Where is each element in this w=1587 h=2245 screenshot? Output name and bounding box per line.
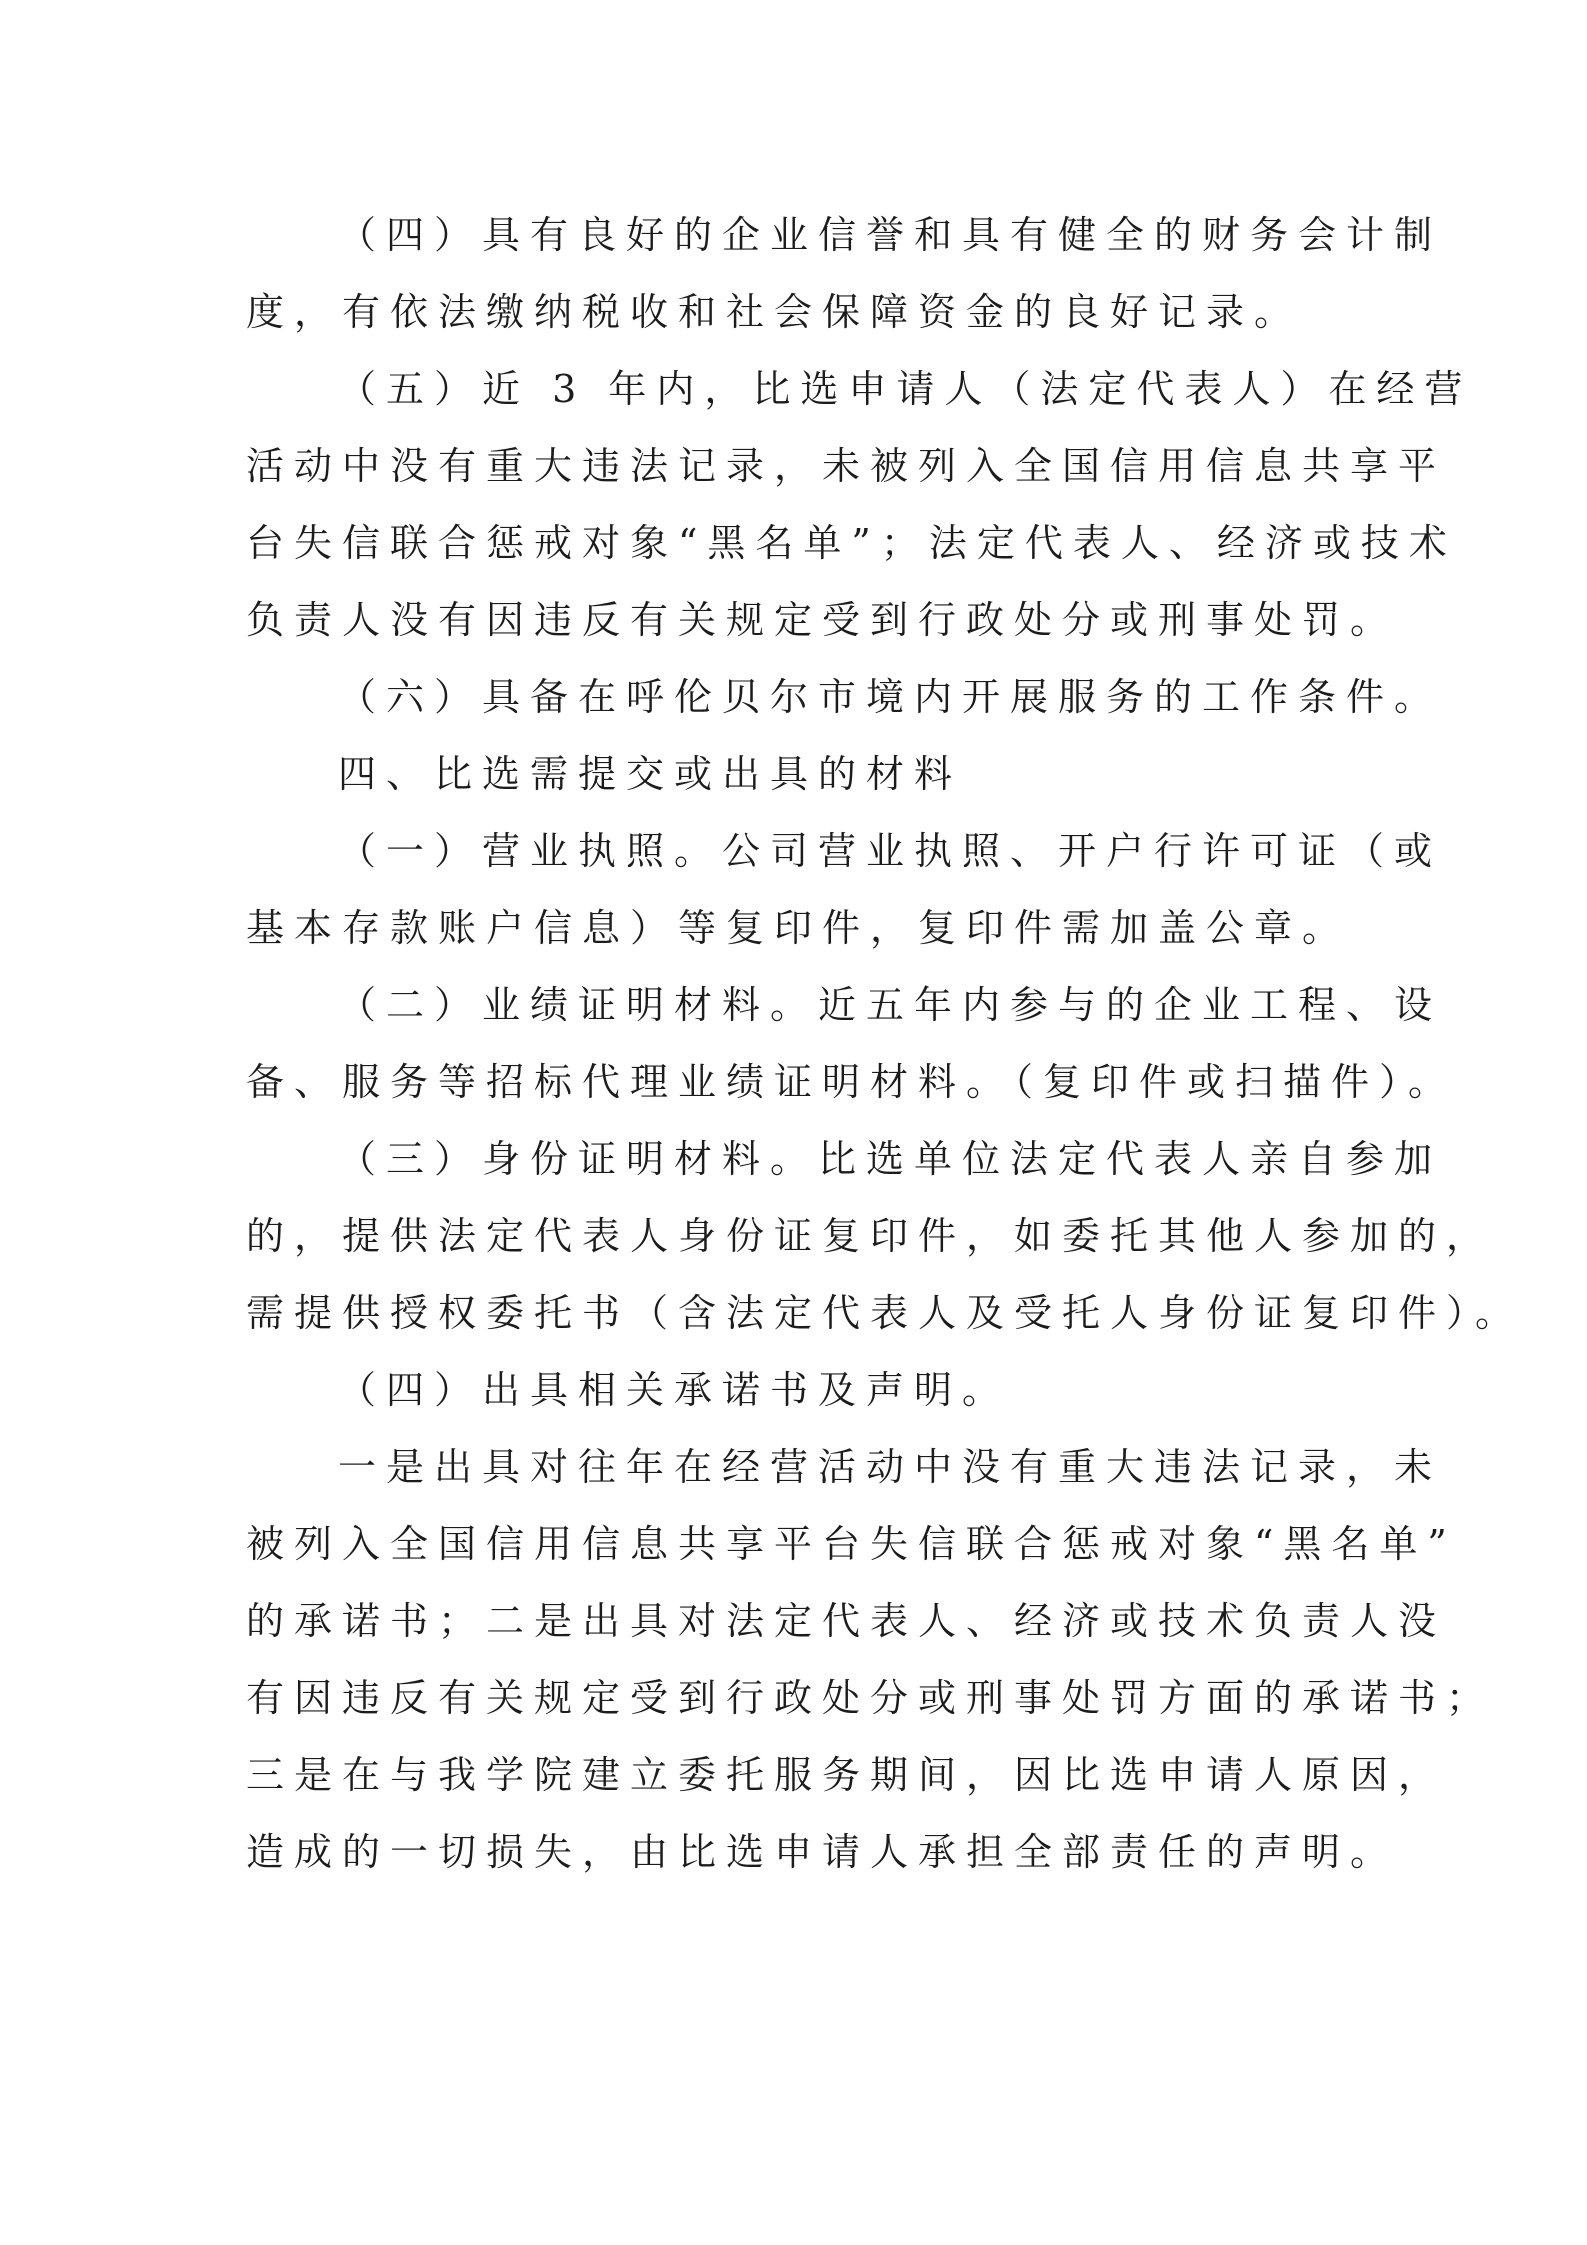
text-line: 负责人没有因违反有关规定受到行政处分或刑事处罚。 xyxy=(246,598,1399,642)
text-line: （五）近 3 年内，比选申请人（法定代表人）在经营 xyxy=(338,367,1473,411)
document-body xyxy=(246,208,1524,1902)
text-line: 被列入全国信用信息共享平台失信联合惩戒对象“黑名单” xyxy=(246,1522,1457,1566)
text-line: 造成的一切损失，由比选申请人承担全部责任的声明。 xyxy=(246,1830,1399,1874)
text-line: 台失信联合惩戒对象“黑名单”；法定代表人、经济或技术 xyxy=(246,521,1457,565)
text-line: （六）具备在呼伦贝尔市境内开展服务的工作条件。 xyxy=(338,675,1443,719)
text-line: （一）营业执照。公司营业执照、开户行许可证（或 xyxy=(338,829,1443,873)
text-line: 基本存款账户信息）等复印件，复印件需加盖公章。 xyxy=(246,906,1351,950)
text-line: 需提供授权委托书（含法定代表人及受托人身份证复印件）。 xyxy=(246,1291,1524,1335)
text-line: 度，有依法缴纳税收和社会保障资金的良好记录。 xyxy=(246,290,1303,334)
text-line: 的承诺书；二是出具对法定代表人、经济或技术负责人没 xyxy=(246,1599,1447,1643)
text-line: 的，提供法定代表人身份证复印件，如委托其他人参加的， xyxy=(246,1214,1495,1258)
text-line: 一是出具对往年在经营活动中没有重大违法记录，未 xyxy=(338,1445,1443,1489)
text-line: （四）出具相关承诺书及声明。 xyxy=(338,1368,1011,1412)
text-line: （二）业绩证明材料。近五年内参与的企业工程、设 xyxy=(338,983,1443,1027)
text-line: 活动中没有重大违法记录，未被列入全国信用信息共享平 xyxy=(246,444,1447,488)
text-line: 三是在与我学院建立委托服务期间，因比选申请人原因， xyxy=(246,1753,1447,1797)
text-line: 备、服务等招标代理业绩证明材料。（复印件或扫描件）。 xyxy=(246,1060,1457,1104)
text-line: （四）具有良好的企业信誉和具有健全的财务会计制 xyxy=(338,213,1443,257)
section-heading: 四、比选需提交或出具的材料 xyxy=(338,752,963,796)
text-line: 有因违反有关规定受到行政处分或刑事处罚方面的承诺书； xyxy=(246,1676,1495,1720)
text-line: （三）身份证明材料。比选单位法定代表人亲自参加 xyxy=(338,1137,1443,1181)
